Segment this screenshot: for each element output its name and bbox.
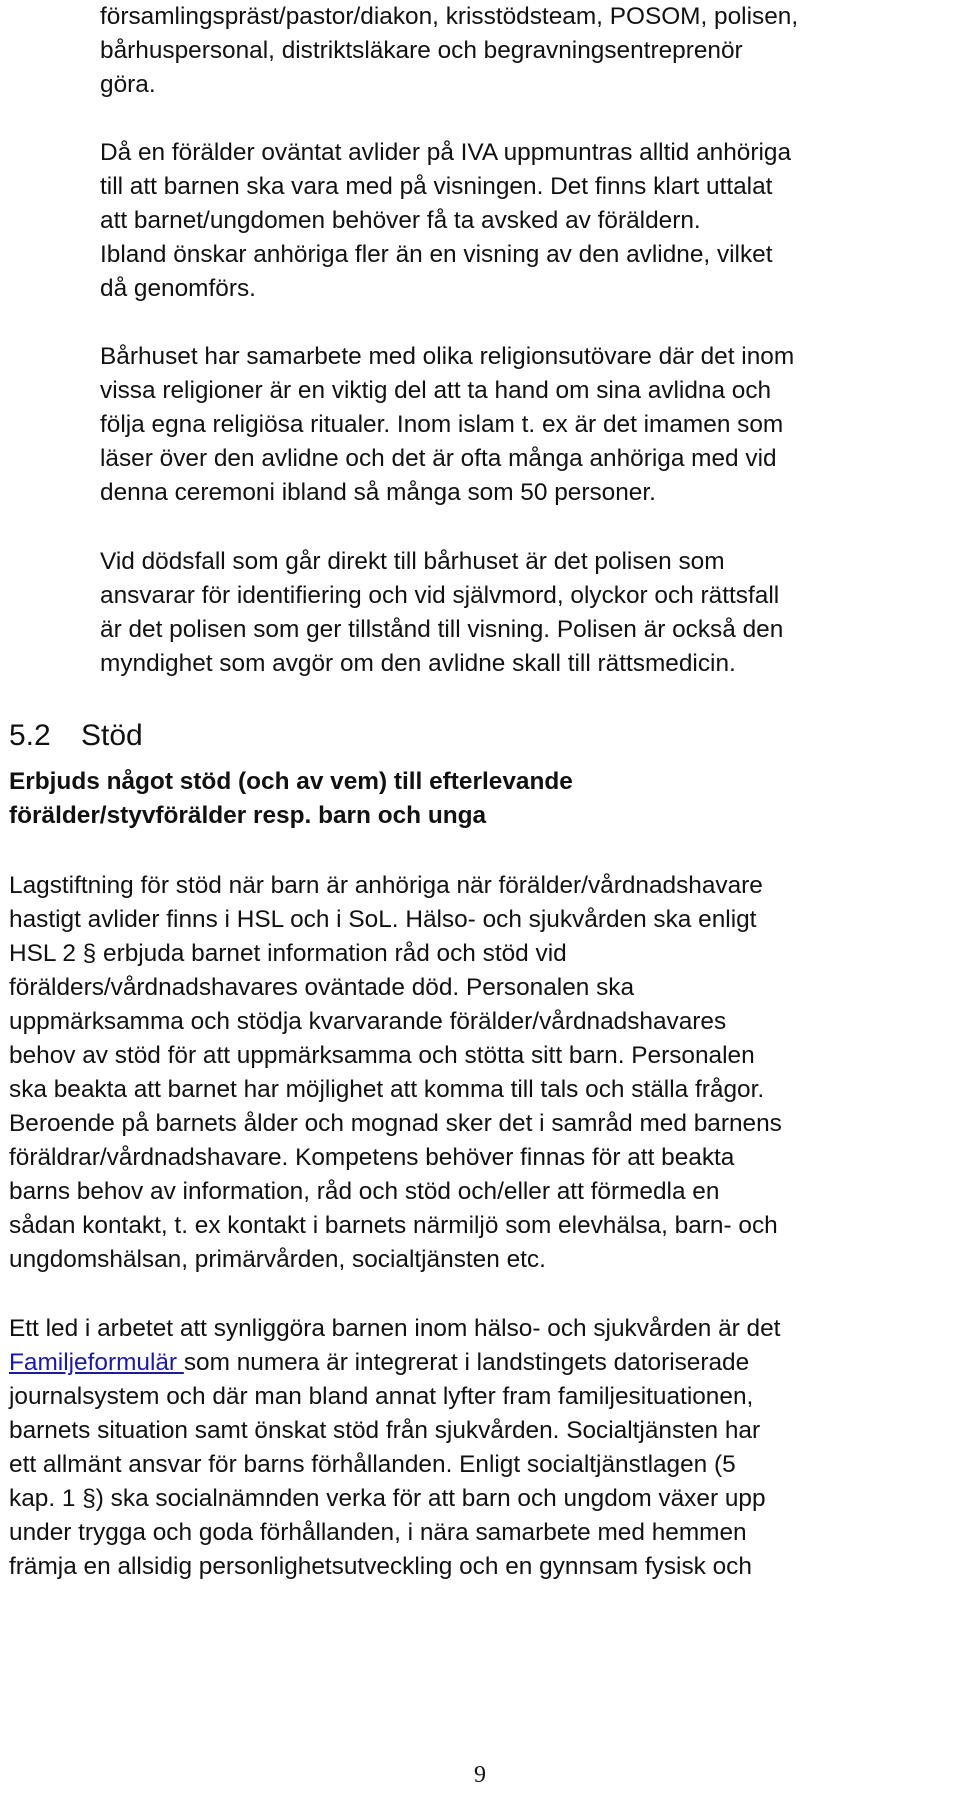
text-line: främja en allsidig personlighetsutveckling och en gynnsam fysisk och	[9, 1553, 752, 1580]
text-line: följa egna religiösa ritualer. Inom islam t. ex är det imamen som	[100, 411, 784, 438]
text-line: kap. 1 §) ska socialnämnden verka för att barn och ungdom växer upp	[9, 1485, 766, 1512]
text-line: uppmärksamma och stödja kvarvarande förälder/vårdnadshavares	[9, 1008, 727, 1035]
text-line: göra.	[100, 71, 156, 98]
text-line: Då en förälder oväntat avlider på IVA uppmuntras alltid anhöriga	[100, 139, 792, 166]
paragraph-funeral-staff	[100, 0, 950, 102]
text-line: Beroende på barnets ålder och mognad sker det i samråd med barnens	[9, 1110, 782, 1137]
paragraph-police	[100, 545, 950, 681]
text-line: förälders/vårdnadshavares oväntade död. Personalen ska	[9, 974, 635, 1001]
text-line: HSL 2 § erbjuda barnet information råd och stöd vid	[9, 940, 567, 967]
paragraph-religion	[100, 340, 950, 510]
text-line: är det polisen som ger tillstånd till visning. Polisen är också den	[100, 616, 784, 643]
text-line: då genomförs.	[100, 275, 256, 302]
text-span: som numera är integrerat i landstingets datoriserade	[183, 1349, 750, 1376]
text-line: behov av stöd för att uppmärksamma och stötta sitt barn. Personalen	[9, 1042, 755, 1069]
text-line: denna ceremoni ibland så många som 50 personer.	[100, 479, 656, 506]
text-line: läser över den avlidne och det är ofta många anhöriga med vid	[100, 445, 777, 472]
text-line: vissa religioner är en viktig del att ta hand om sina avlidna och	[100, 377, 772, 404]
text-line: journalsystem och där man bland annat lyfter fram familjesituationen,	[9, 1383, 754, 1410]
text-line: sådan kontakt, t. ex kontakt i barnets närmiljö som elevhälsa, barn- och	[9, 1212, 778, 1239]
text-line: Ett led i arbetet att synliggöra barnen inom hälso- och sjukvården är det	[9, 1315, 781, 1342]
text-line: ska beakta att barnet har möjlighet att komma till tals och ställa frågor.	[9, 1076, 765, 1103]
text-line: Vid dödsfall som går direkt till bårhuset är det polisen som	[100, 548, 725, 575]
question-line: förälder/styvförälder resp. barn och unga	[9, 802, 487, 829]
section-heading	[9, 718, 143, 754]
text-line: ungdomshälsan, primärvården, socialtjänsten etc.	[9, 1246, 546, 1273]
paragraph-legislation	[9, 869, 954, 1277]
section-title: Stöd	[81, 719, 143, 752]
text-line: till att barnen ska vara med på visningen. Det finns klart uttalat	[100, 173, 773, 200]
text-line: församlingspräst/pastor/diakon, krisstödsteam, POSOM, polisen,	[100, 3, 799, 30]
text-line: Bårhuset har samarbete med olika religionsutövare där det inom	[100, 343, 795, 370]
text-line: myndighet som avgör om den avlidne skall till rättsmedicin.	[100, 650, 736, 677]
text-line: föräldrar/vårdnadshavare. Kompetens behöver finnas för att beakta	[9, 1144, 735, 1171]
text-line: att barnet/ungdomen behöver få ta avsked av föräldern.	[100, 207, 701, 234]
text-line	[9, 1346, 954, 1380]
text-line: hastigt avlider finns i HSL och i SoL. Hälso- och sjukvården ska enligt	[9, 906, 757, 933]
text-line: ansvarar för identifiering och vid självmord, olyckor och rättsfall	[100, 582, 780, 609]
page-number: 9	[474, 1762, 486, 1788]
question-line: Erbjuds något stöd (och av vem) till efterlevande	[9, 768, 573, 795]
text-line: bårhuspersonal, distriktsläkare och begravningsentreprenör	[100, 37, 743, 64]
text-line: barnets situation samt önskat stöd från sjukvården. Socialtjänsten har	[9, 1417, 761, 1444]
text-line: under trygga och goda förhållanden, i nära samarbete med hemmen	[9, 1519, 747, 1546]
text-line: ett allmänt ansvar för barns förhållanden. Enligt socialtjänstlagen (5	[9, 1451, 736, 1478]
section-number: 5.2	[9, 719, 51, 752]
question-heading	[9, 765, 909, 833]
text-line: Lagstiftning för stöd när barn är anhöriga när förälder/vårdnadshavare	[9, 872, 763, 899]
text-line: Ibland önskar anhöriga fler än en visning av den avlidne, vilket	[100, 241, 773, 268]
familjeformular-link[interactable]: Familjeformulär	[9, 1349, 184, 1376]
paragraph-iva-viewing	[100, 136, 950, 306]
paragraph-family-form	[9, 1312, 954, 1584]
text-line: barns behov av information, råd och stöd och/eller att förmedla en	[9, 1178, 720, 1205]
